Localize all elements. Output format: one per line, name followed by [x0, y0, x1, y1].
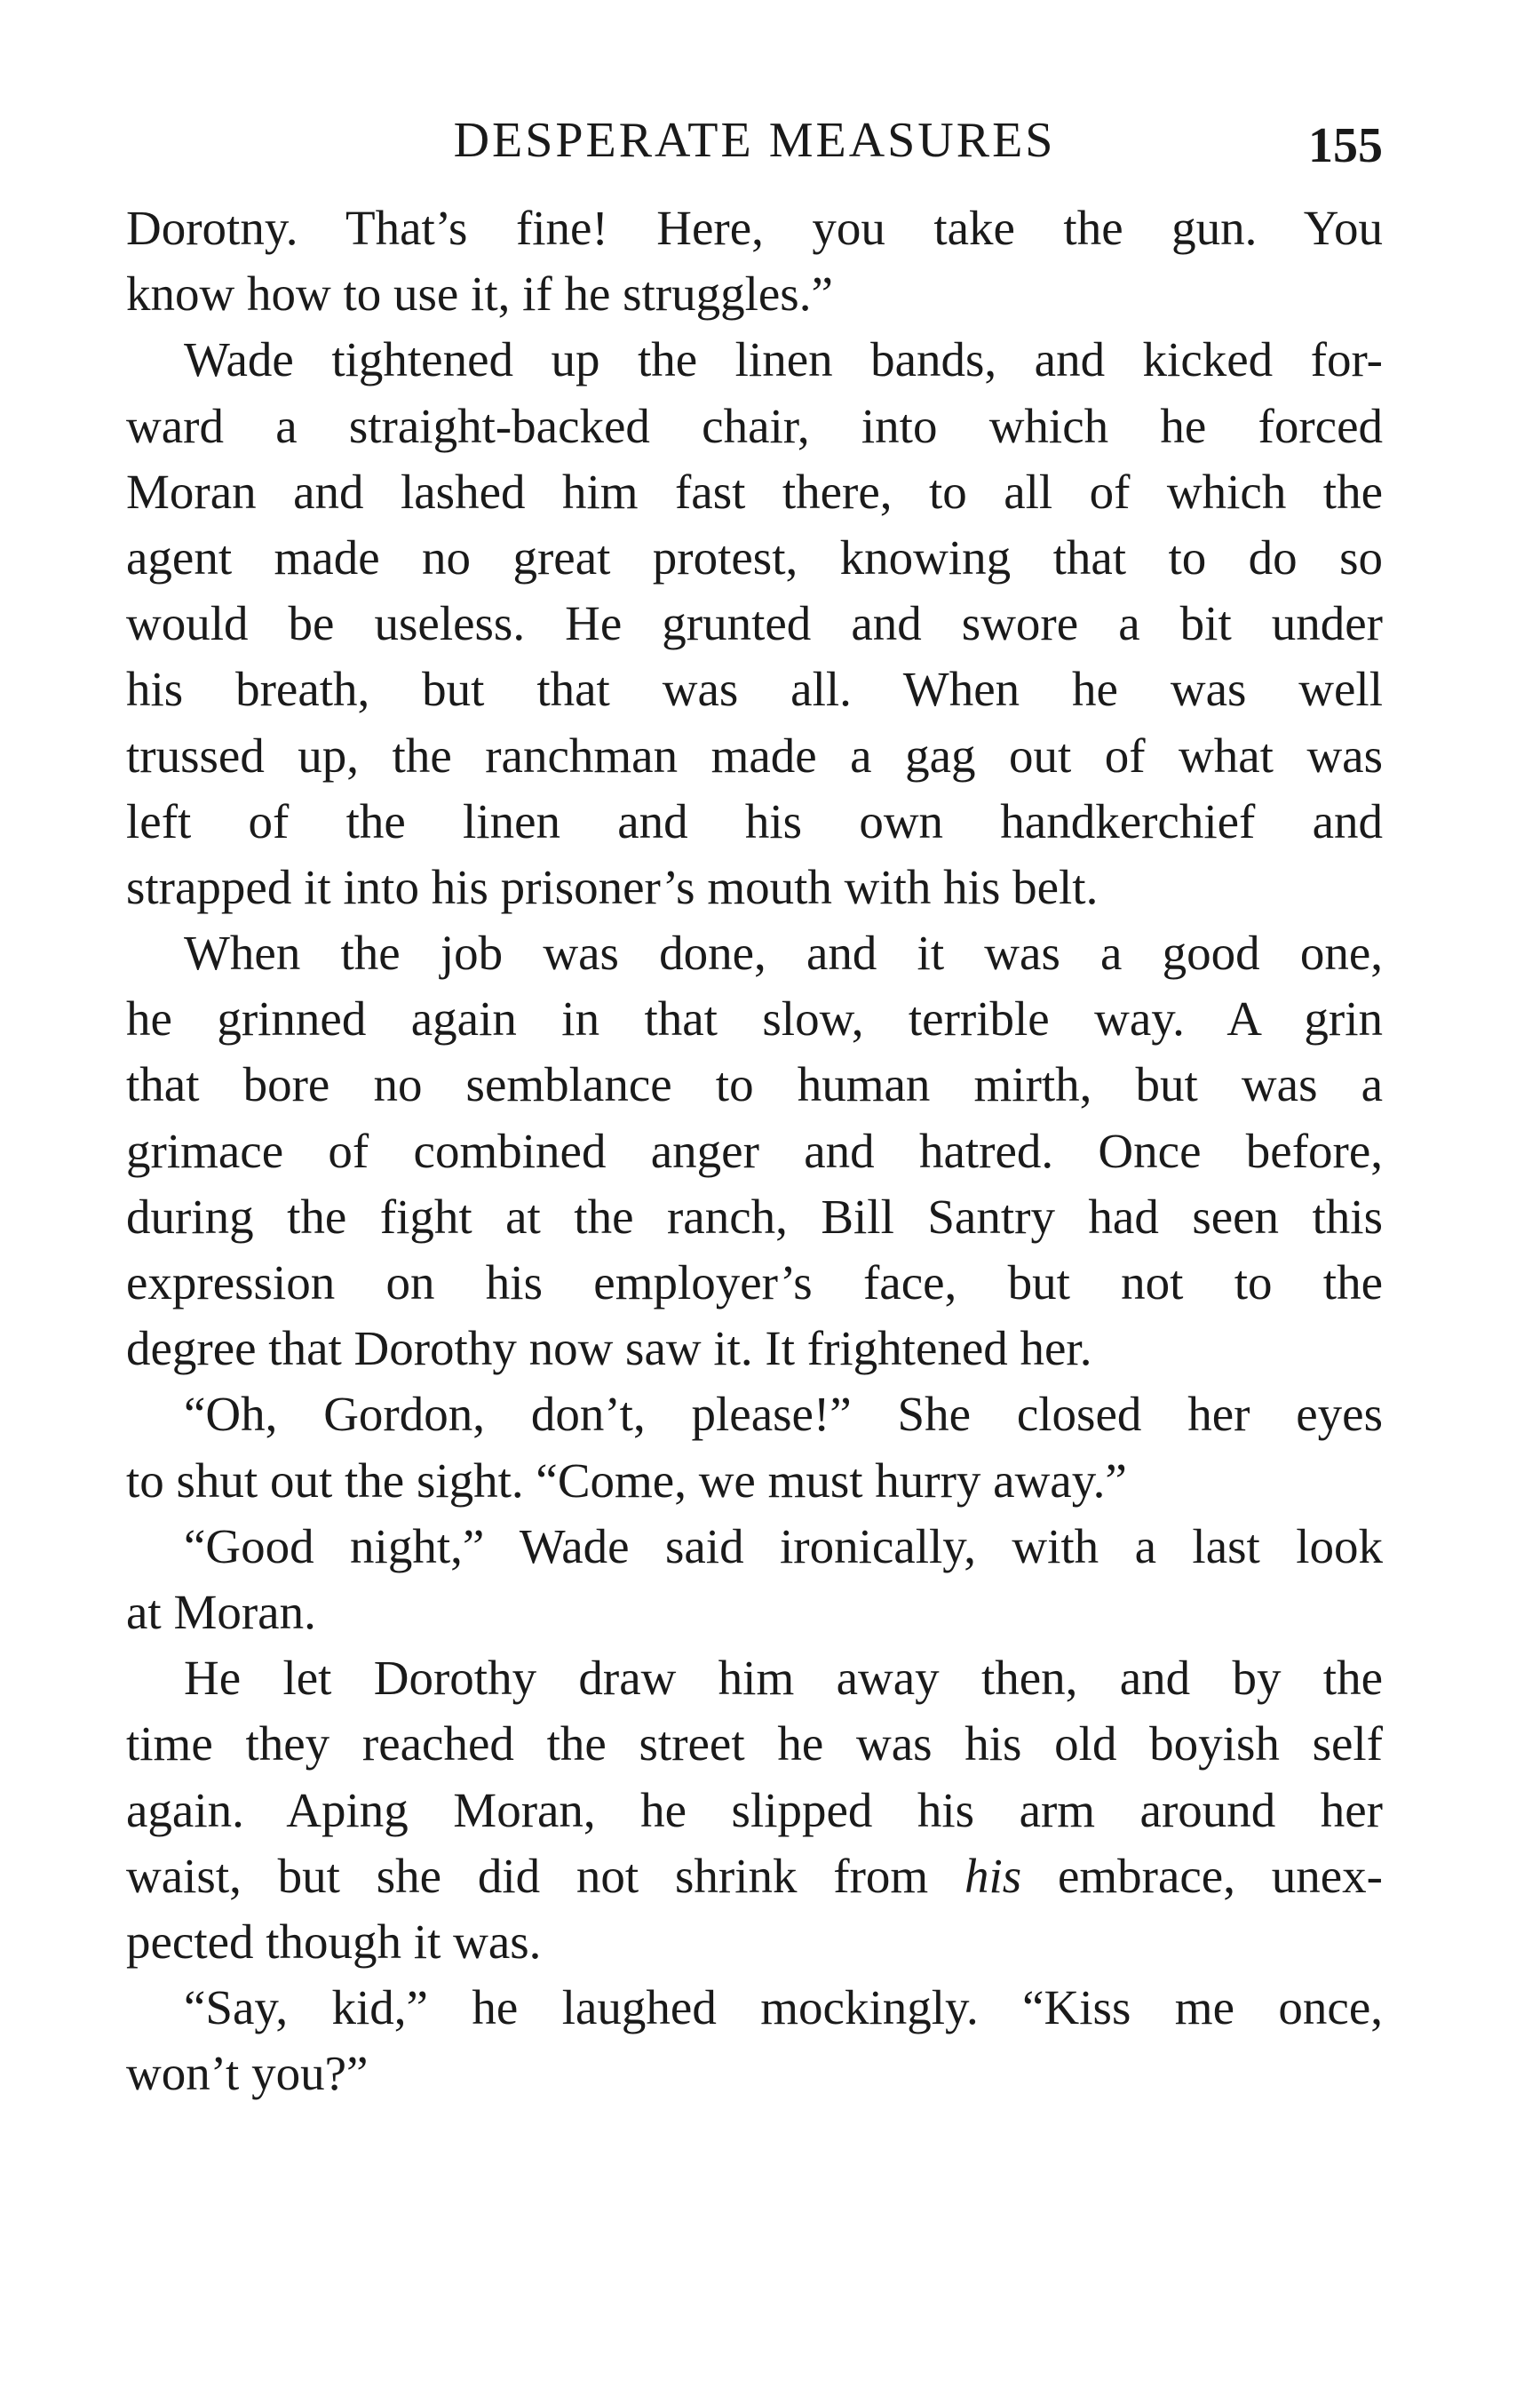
text-line: ward a straight-backed chair, into which he forced [126, 398, 1383, 453]
paragraph-start-line: He let Dorothy draw him away then, and by the [184, 1651, 1383, 1706]
paragraph-start-line: “Oh, Gordon, don’t, please!” She closed her eyes [184, 1387, 1383, 1442]
running-head [126, 105, 1383, 176]
text-line-with-italic [126, 1843, 1383, 1909]
text-line: at Moran. [126, 1584, 316, 1639]
text-line: pected though it was. [126, 1914, 542, 1969]
paragraph-start-line: “Say, kid,” he laughed mockingly. “Kiss me once, [184, 1980, 1383, 2035]
text-line: grimace of combined anger and hatred. Once before, [126, 1123, 1383, 1178]
text-line: that bore no semblance to human mirth, but was a [126, 1057, 1383, 1112]
italic-emphasis: his [964, 1848, 1022, 1903]
text-line: would be useless. He grunted and swore a bit under [126, 596, 1383, 651]
text-line: Dorotny. That’s fine! Here, you take the gun. You [126, 201, 1383, 255]
text-line: strapped it into his prisoner’s mouth with his belt. [126, 859, 1099, 914]
text-line: agent made no great protest, knowing that to do so [126, 529, 1383, 585]
running-title: DESPERATE MEASURES [453, 113, 1056, 168]
paragraph-start-line: “Good night,” Wade said ironically, with a last look [184, 1518, 1383, 1573]
body-text [126, 195, 1383, 2106]
text-line: again. Aping Moran, he slipped his arm around her [126, 1782, 1383, 1837]
paragraph-start-line: When the job was done, and it was a good one, [184, 926, 1383, 981]
text-line: to shut out the sight. “Come, we must hurry away.” [126, 1453, 1127, 1508]
text-line: during the fight at the ranch, Bill Santry had seen this [126, 1189, 1383, 1244]
text-line: left of the linen and his own handkerchief and [126, 793, 1383, 848]
text-line: trussed up, the ranchman made a gag out of what was [126, 728, 1383, 783]
text-line: he grinned again in that slow, terrible way. A grin [126, 991, 1383, 1047]
page-number: 155 [1308, 118, 1383, 173]
line-segment: waist, but she did not shrink from [126, 1848, 964, 1903]
text-line: degree that Dorothy now saw it. It frightened her. [126, 1321, 1092, 1376]
text-line: his breath, but that was all. When he was well [126, 662, 1383, 717]
text-line: time they reached the street he was his old boyish self [126, 1716, 1383, 1771]
text-line: expression on his employer’s face, but not to the [126, 1255, 1383, 1309]
paragraph-start-line: Wade tightened up the linen bands, and kicked for- [184, 332, 1383, 387]
text-line: Moran and lashed him fast there, to all of which the [126, 464, 1383, 519]
text-line: know how to use it, if he struggles.” [126, 267, 833, 322]
text-line: won’t you?” [126, 2046, 369, 2101]
line-segment: embrace, unex- [1021, 1848, 1383, 1903]
